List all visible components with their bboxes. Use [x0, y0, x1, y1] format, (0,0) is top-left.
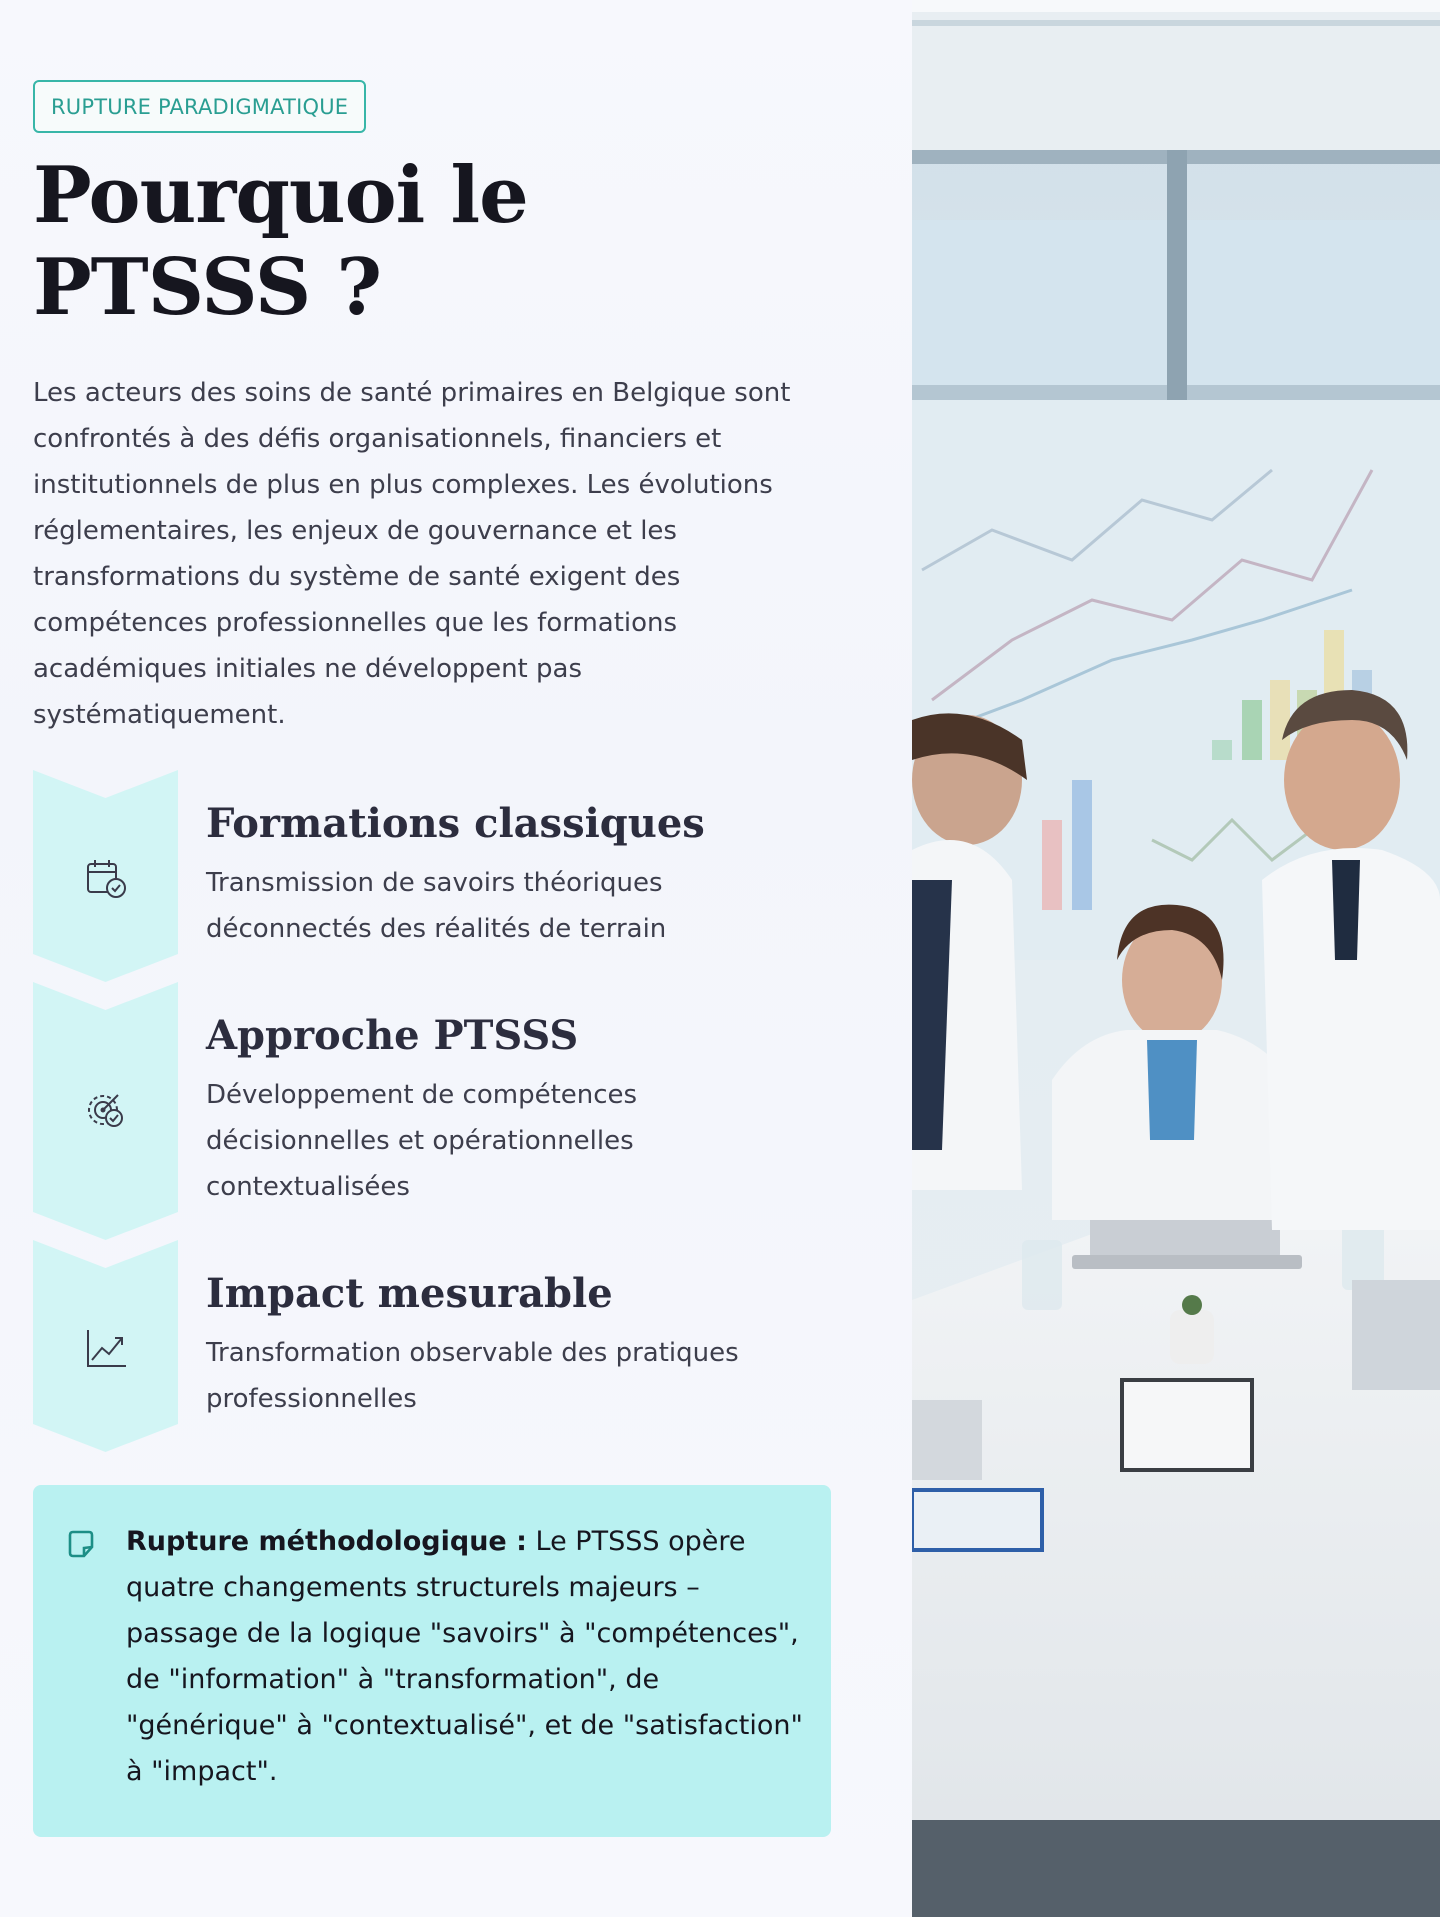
callout-body: Le PTSSS opère quatre changements structurels majeurs – passage de la logique "savoirs" à "compétences", de "information" à "transformation", de "générique" à "contextualisé", et de "satisfaction" à "impact".	[126, 1526, 803, 1787]
calendar-check-icon	[82, 854, 130, 902]
step-chevron	[33, 982, 178, 1240]
meeting-illustration	[912, 0, 1440, 1917]
step-approche-ptsss	[33, 982, 833, 1240]
step-chevron	[33, 1240, 178, 1452]
callout-box	[33, 1485, 831, 1837]
step-description: Transmission de savoirs théoriques déconnectés des réalités de terrain	[206, 868, 667, 944]
meeting-photo	[912, 0, 1440, 1917]
step-title: Formations classiques	[206, 800, 705, 847]
page-title	[33, 150, 733, 334]
trend-up-icon	[82, 1324, 130, 1372]
note-icon	[66, 1529, 96, 1559]
title-line-1: Pourquoi le	[33, 150, 528, 241]
callout-text	[126, 1519, 806, 1795]
intro-paragraph: Les acteurs des soins de santé primaires en Belgique sont confrontés à des défis organisationnels, financiers et institutionnels de plus en plus complexes. Les évolutions réglementaires, les enjeux de gouvernance et les transformations du système de santé exigent des compétences professionnelles que les formations académiques initiales ne développent pas systématiquement.	[33, 378, 791, 730]
step-title: Impact mesurable	[206, 1270, 613, 1317]
step-impact-mesurable	[33, 1240, 833, 1452]
step-description: Développement de compétences décisionnelles et opérationnelles contextualisées	[206, 1080, 638, 1202]
step-formations-classiques	[33, 770, 833, 982]
target-check-icon	[82, 1086, 130, 1134]
step-chevron	[33, 770, 178, 982]
section-badge: RUPTURE PARADIGMATIQUE	[33, 80, 366, 133]
step-description: Transformation observable des pratiques professionnelles	[206, 1338, 739, 1414]
callout-label: Rupture méthodologique :	[126, 1526, 527, 1557]
step-title: Approche PTSSS	[206, 1012, 579, 1059]
title-line-2: PTSSS ?	[33, 242, 382, 333]
